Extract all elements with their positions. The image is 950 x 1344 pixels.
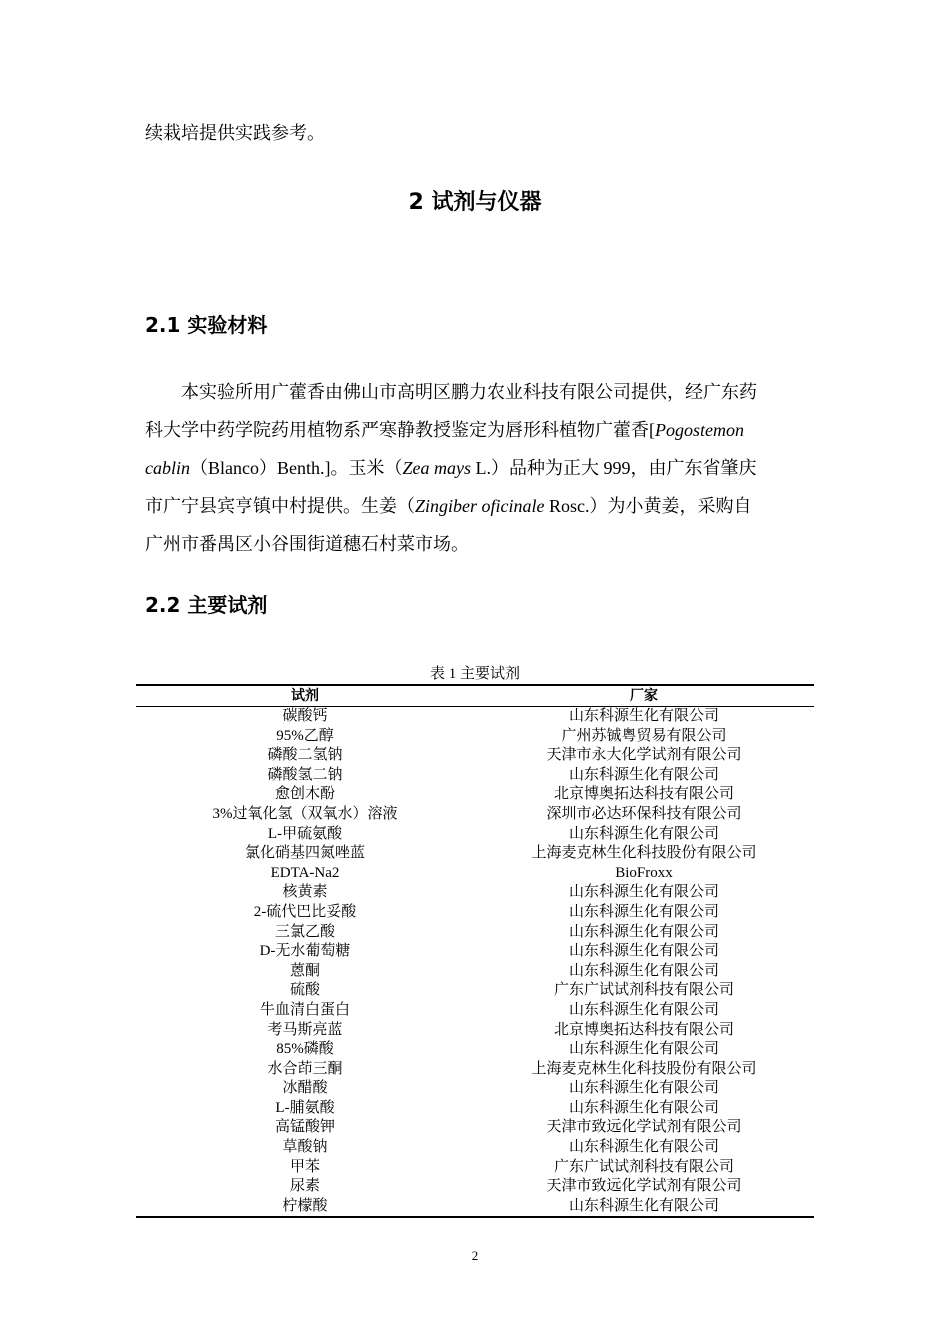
reagent-cell: 牛血清白蛋白: [259, 1001, 350, 1018]
reagent-cell: 考马斯亮蓝: [267, 1021, 343, 1038]
table-row: [136, 1197, 814, 1218]
manufacturer-cell: 山东科源生化有限公司: [568, 1080, 719, 1097]
column-header-manufacturer: 厂家: [474, 685, 814, 707]
reagent-cell: 3%过氧化氢（双氧水）溶液: [212, 805, 398, 822]
table-row: [136, 981, 814, 1001]
table-row: [136, 1060, 814, 1080]
reagent-cell: L-脯氨酸: [275, 1099, 335, 1116]
reagent-cell: 高锰酸钾: [274, 1119, 335, 1136]
paragraph-line-3: cablin（Blanco）Benth.]。玉米（Zea mays L.）品种为正大 999，由广东省肇庆: [145, 458, 757, 478]
paragraph-line-4: 市广宁县宾亨镇中村提供。生姜（Zingiber oficinale Rosc.）为小黄姜，采购自: [145, 496, 752, 516]
table-caption: 表 1 主要试剂: [429, 666, 520, 682]
manufacturer-cell: 山东科源生化有限公司: [568, 825, 719, 842]
table-row: [136, 942, 814, 962]
reagent-cell: 柠檬酸: [136, 1197, 474, 1218]
section-2-1-heading: 2.1 实验材料: [145, 313, 268, 337]
manufacturer-cell: 山东科源生化有限公司: [568, 1041, 719, 1058]
table-row: [136, 903, 814, 923]
materials-paragraph: [145, 380, 795, 570]
table-row: [136, 825, 814, 845]
reagent-cell: 三氯乙酸: [274, 923, 335, 940]
manufacturer-cell: 山东科源生化有限公司: [568, 903, 719, 920]
species-name-italic: Zingiber oficinale: [415, 496, 545, 516]
reagent-cell: 95%乙醇: [276, 727, 334, 744]
manufacturer-cell: 山东科源生化有限公司: [568, 884, 719, 901]
reagent-cell: 冰醋酸: [282, 1080, 328, 1097]
manufacturer-cell: 山东科源生化有限公司: [568, 1099, 719, 1116]
reagent-cell: 85%磷酸: [276, 1041, 334, 1058]
reagent-cell: 氯化硝基四氮唑蓝: [244, 845, 365, 862]
manufacturer-cell: 天津市致远化学试剂有限公司: [546, 1119, 742, 1136]
table-row: [136, 864, 814, 884]
table-body: [136, 707, 814, 1218]
reagent-cell: 水合茚三酮: [267, 1060, 343, 1077]
reagent-cell: 尿素: [289, 1178, 320, 1195]
manufacturer-cell: 广州苏铖粤贸易有限公司: [561, 727, 727, 744]
species-name-italic: Zea mays: [402, 458, 471, 478]
table-row: [136, 844, 814, 864]
table-header-row: [136, 685, 814, 707]
manufacturer-cell: 广东广试试剂科技有限公司: [553, 982, 734, 999]
manufacturer-cell: 上海麦克林生化科技股份有限公司: [531, 845, 757, 862]
species-name-italic: cablin: [145, 458, 190, 478]
manufacturer-cell: 山东科源生化有限公司: [568, 708, 719, 724]
manufacturer-cell: 山东科源生化有限公司: [568, 1139, 719, 1156]
reagent-cell: L-甲硫氨酸: [267, 825, 343, 842]
reagent-cell: 草酸钠: [282, 1139, 328, 1156]
manufacturer-cell: 山东科源生化有限公司: [474, 1197, 814, 1218]
table-row: [136, 923, 814, 943]
reagent-cell: D-无水葡萄糖: [259, 943, 351, 960]
table-row: [136, 707, 814, 727]
manufacturer-cell: 天津市永大化学试剂有限公司: [546, 747, 742, 764]
manufacturer-cell: BioFroxx: [615, 864, 673, 881]
table-row: [136, 1158, 814, 1178]
table-row: [136, 1021, 814, 1041]
reagent-cell: 甲苯: [289, 1158, 320, 1175]
column-header-reagent: 试剂: [136, 685, 474, 707]
paragraph-line-2: 科大学中药学院药用植物系严寒静教授鉴定为唇形科植物广藿香[Pogostemon: [145, 420, 744, 440]
reagent-cell: 硫酸: [289, 982, 320, 999]
table-row: [136, 1001, 814, 1021]
species-name-italic: Pogostemon: [655, 420, 744, 440]
table-row: [136, 746, 814, 766]
table-row: [136, 1138, 814, 1158]
manufacturer-cell: 北京博奥拓达科技有限公司: [553, 1021, 734, 1038]
reagent-cell: 磷酸二氢钠: [267, 747, 343, 764]
table-row: [136, 1099, 814, 1119]
manufacturer-cell: 上海麦克林生化科技股份有限公司: [531, 1060, 757, 1077]
intro-tail-text: 续栽培提供实践参考。: [145, 123, 325, 143]
table-row: [136, 727, 814, 747]
reagents-table: [136, 684, 814, 1218]
manufacturer-cell: 广东广试试剂科技有限公司: [553, 1158, 734, 1175]
manufacturer-cell: 北京博奥拓达科技有限公司: [553, 786, 734, 803]
manufacturer-cell: 山东科源生化有限公司: [568, 943, 719, 960]
table-row: [136, 785, 814, 805]
reagent-cell: EDTA-Na2: [270, 864, 340, 881]
table-row: [136, 1177, 814, 1197]
manufacturer-cell: 天津市致远化学试剂有限公司: [546, 1178, 742, 1195]
page-number: 2: [471, 1248, 479, 1263]
table-row: [136, 962, 814, 982]
section-2-2-heading: 2.2 主要试剂: [145, 593, 268, 617]
manufacturer-cell: 山东科源生化有限公司: [568, 923, 719, 940]
reagent-cell: 蒽酮: [289, 962, 320, 979]
manufacturer-cell: 山东科源生化有限公司: [568, 766, 719, 783]
reagent-cell: 核黄素: [282, 884, 328, 901]
table-row: [136, 1118, 814, 1138]
table-row: [136, 1040, 814, 1060]
manufacturer-cell: 山东科源生化有限公司: [568, 1001, 719, 1018]
manufacturer-cell: 山东科源生化有限公司: [568, 962, 719, 979]
table-row: [136, 805, 814, 825]
reagent-cell: 愈创木酚: [274, 786, 335, 803]
reagent-cell: 磷酸氢二钠: [267, 766, 343, 783]
reagent-cell: 2-硫代巴比妥酸: [253, 903, 357, 920]
table-row: [136, 766, 814, 786]
chapter-title: 2 试剂与仪器: [408, 190, 542, 215]
paragraph-line-5: 广州市番禺区小谷围街道穗石村菜市场。: [145, 534, 469, 554]
table-row: [136, 1079, 814, 1099]
paragraph-line-1: 本实验所用广藿香由佛山市高明区鹏力农业科技有限公司提供，经广东药: [181, 382, 757, 402]
table-row: [136, 883, 814, 903]
reagent-cell: 碳酸钙: [282, 708, 328, 724]
manufacturer-cell: 深圳市必达环保科技有限公司: [546, 805, 742, 822]
